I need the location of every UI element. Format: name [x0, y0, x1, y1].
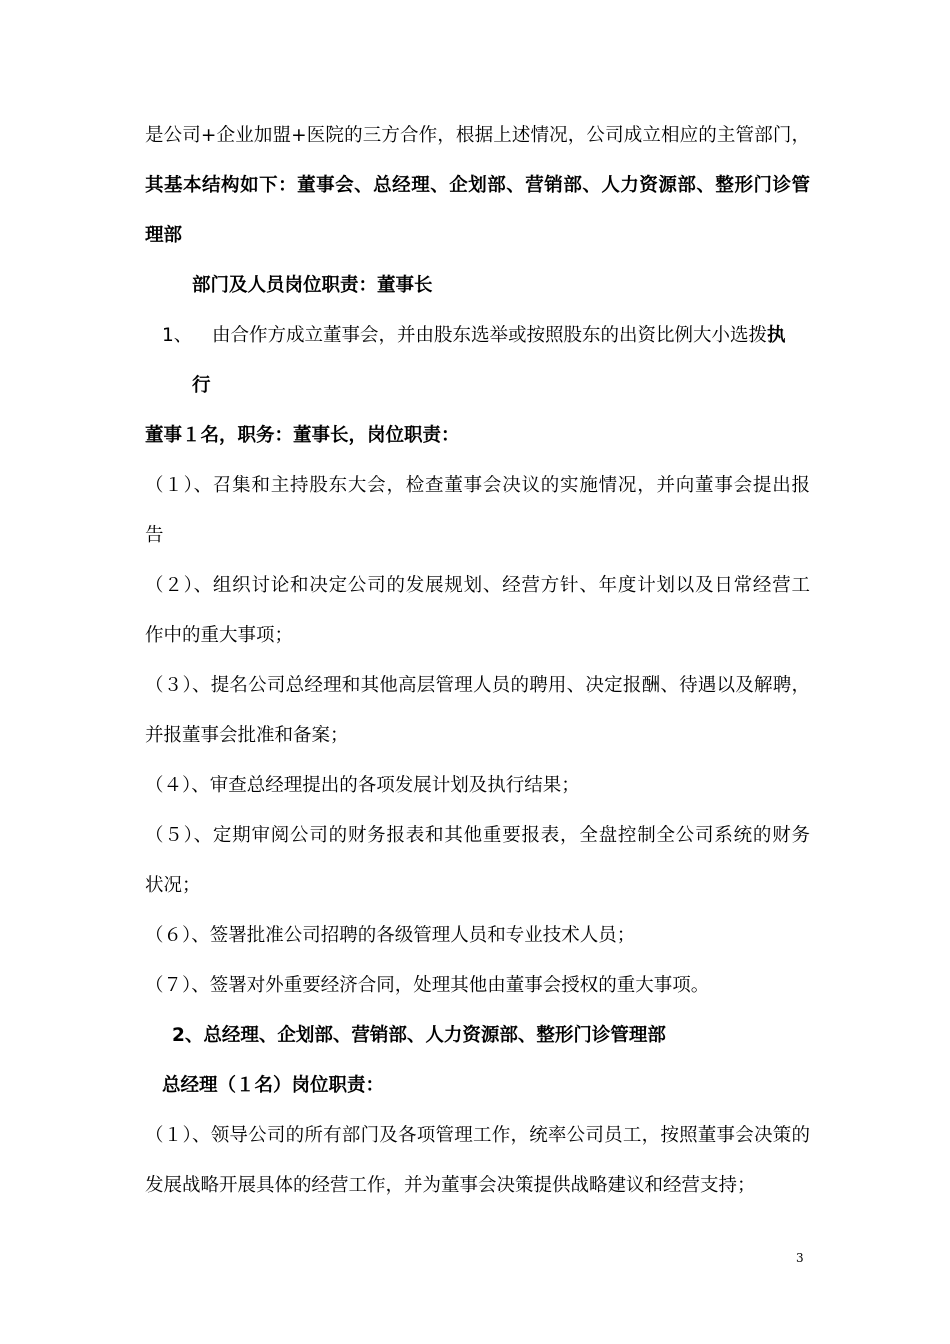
duty-1-line-1: （１）、召集和主持股东大会，检查董事会决议的实施情况，并向董事会提出报 — [145, 475, 810, 496]
duty-7: （７）、签署对外重要经济合同，处理其他由董事会授权的重大事项。 — [145, 975, 710, 996]
intro-line-1: 是公司+企业加盟+医院的三方合作，根据上述情况，公司成立相应的主管部门， — [145, 125, 810, 146]
duty-4: （４）、审查总经理提出的各项发展计划及执行结果； — [145, 775, 580, 796]
section-2-heading: 2、总经理、企划部、营销部、人力资源部、整形门诊管理部 — [172, 1025, 666, 1046]
duty-3-line-1: （３）、提名公司总经理和其他高层管理人员的聘用、决定报酬、待遇以及解聘， — [145, 675, 810, 696]
general-manager-duties-title: 总经理（１名）岗位职责： — [162, 1075, 385, 1096]
duty-6: （６）、签署批准公司招聘的各级管理人员和专业技术人员； — [145, 925, 636, 946]
duty-5-line-2: 状况； — [145, 875, 201, 896]
page-number: 3 — [796, 1251, 804, 1265]
chairman-duties-title: 董事１名，职务：董事长，岗位职责： — [145, 425, 460, 446]
duty-3-line-2: 并报董事会批准和备案； — [145, 725, 349, 746]
duty-2-line-2: 作中的重大事项； — [145, 625, 294, 646]
item-1-text — [212, 323, 810, 349]
item-1-text-bold: 执 — [767, 325, 786, 346]
item-1-number: 1、 — [162, 325, 193, 346]
item-1-text-continued: 行 — [192, 375, 211, 396]
gm-duty-1-line-2: 发展战略开展具体的经营工作，并为董事会决策提供战略建议和经营支持； — [145, 1175, 756, 1196]
chairman-section-heading: 部门及人员岗位职责：董事长 — [192, 275, 433, 296]
item-1-text-main: 由合作方成立董事会，并由股东选举或按照股东的出资比例大小选拨 — [212, 325, 768, 346]
duty-2-line-1: （２）、组织讨论和决定公司的发展规划、经营方针、年度计划以及日常经营工 — [145, 575, 810, 596]
intro-structure-line: 其基本结构如下：董事会、总经理、企划部、营销部、人力资源部、整形门诊管 — [145, 175, 810, 196]
duty-5-line-1: （５）、定期审阅公司的财务报表和其他重要报表，全盘控制全公司系统的财务 — [145, 825, 810, 846]
intro-structure-line-end: 理部 — [145, 225, 183, 246]
duty-1-line-2: 告 — [145, 525, 164, 546]
gm-duty-1-line-1: （１）、领导公司的所有部门及各项管理工作，统率公司员工，按照董事会决策的 — [145, 1125, 810, 1146]
